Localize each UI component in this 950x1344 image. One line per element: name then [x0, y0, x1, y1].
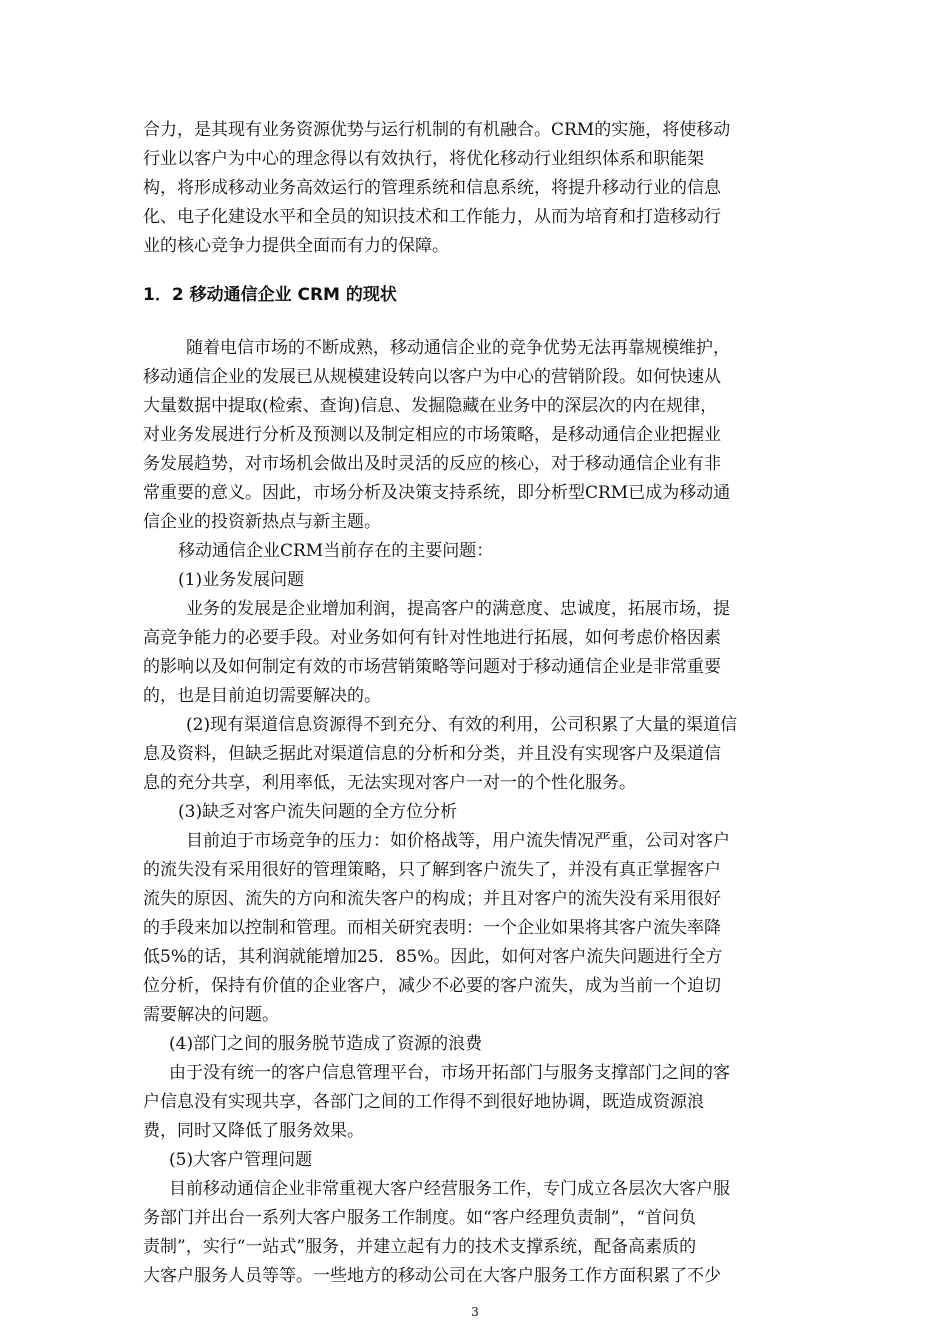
text-line: 行业以客户为中心的理念得以有效执行，将优化移动行业组织体系和职能架	[143, 149, 704, 169]
text-line: 移动通信企业CRM当前存在的主要问题：	[178, 541, 494, 561]
text-line: 常重要的意义。因此，市场分析及决策支持系统，即分析型CRM已成为移动通	[143, 483, 731, 503]
text-line: 高竞争能力的必要手段。对业务如何有针对性地进行拓展，如何考虑价格因素	[143, 628, 721, 648]
text-line: 大量数据中提取(检索、查询)信息、发掘隐藏在业务中的深层次的内在规律，	[143, 396, 718, 416]
text-line: 流失的原因、流失的方向和流失客户的构成；并且对客户的流失没有采用很好	[143, 889, 721, 909]
text-line: 业务的发展是企业增加利润，提高客户的满意度、忠诚度，拓展市场，提	[186, 599, 730, 619]
text-line: 大客户服务人员等等。一些地方的移动公司在大客户服务工作方面积累了不少	[143, 1266, 721, 1286]
text-line: 由于没有统一的客户信息管理平台，市场开拓部门与服务支撑部门之间的客	[169, 1063, 730, 1083]
text-line: 合力，是其现有业务资源优势与运行机制的有机融合。CRM的实施，将使移动	[143, 120, 731, 140]
list-heading: (5)大客户管理问题	[169, 1150, 313, 1170]
text-line: 对业务发展进行分析及预测以及制定相应的市场策略，是移动通信企业把握业	[143, 425, 721, 445]
text-line: 责制”，实行“一站式”服务，并建立起有力的技术支撑系统，配备高素质的	[143, 1237, 697, 1257]
text-line: 的，也是目前迫切需要解决的。	[143, 686, 381, 706]
text-line: 信企业的投资新热点与新主题。	[143, 512, 381, 532]
text-line: 业的核心竞争力提供全面而有力的保障。	[143, 236, 449, 256]
list-heading: (4)部门之间的服务脱节造成了资源的浪费	[169, 1034, 483, 1054]
text-line: 费，同时又降低了服务效果。	[143, 1121, 364, 1141]
text-line: 息及资料，但缺乏据此对渠道信息的分析和分类，并且没有实现客户及渠道信	[143, 744, 721, 764]
text-line: 随着电信市场的不断成熟，移动通信企业的竞争优势无法再靠规模维护，	[186, 338, 730, 358]
text-line: 目前迫于市场竞争的压力：如价格战等，用户流失情况严重，公司对客户	[186, 831, 730, 851]
text-line: 需要解决的问题。	[143, 1005, 279, 1025]
list-heading: (3)缺乏对客户流失问题的全方位分析	[178, 802, 458, 822]
text-line: (2)现有渠道信息资源得不到充分、有效的利用，公司积累了大量的渠道信	[186, 715, 738, 735]
text-line: 的手段来加以控制和管理。而相关研究表明：一个企业如果将其客户流失率降	[143, 918, 721, 938]
text-line: 户信息没有实现共享，各部门之间的工作得不到很好地协调，既造成资源浪	[143, 1092, 704, 1112]
text-line: 低5%的话，其利润就能增加25．85%。因此，如何对客户流失问题进行全方	[143, 947, 723, 967]
text-line: 目前移动通信企业非常重视大客户经营服务工作，专门成立各层次大客户服	[169, 1179, 730, 1199]
text-line: 位分析，保持有价值的企业客户，减少不必要的客户流失，成为当前一个迫切	[143, 976, 721, 996]
text-line: 构，将形成移动业务高效运行的管理系统和信息系统，将提升移动行业的信息	[143, 178, 721, 198]
text-line: 化、电子化建设水平和全员的知识技术和工作能力，从而为培育和打造移动行	[143, 207, 721, 227]
list-heading: (1)业务发展问题	[178, 570, 305, 590]
section-heading: 1．2 移动通信企业 CRM 的现状	[143, 285, 397, 305]
text-line: 移动通信企业的发展已从规模建设转向以客户为中心的营销阶段。如何快速从	[143, 367, 721, 387]
page-number: 3	[471, 1305, 479, 1319]
text-line: 务发展趋势，对市场机会做出及时灵活的反应的核心，对于移动通信企业有非	[143, 454, 721, 474]
text-line: 息的充分共享，利用率低，无法实现对客户一对一的个性化服务。	[143, 773, 636, 793]
text-line: 务部门并出台一系列大客户服务工作制度。如“客户经理负责制”，“首问负	[143, 1208, 697, 1228]
text-line: 的影响以及如何制定有效的市场营销策略等问题对于移动通信企业是非常重要	[143, 657, 721, 677]
text-line: 的流失没有采用很好的管理策略，只了解到客户流失了，并没有真正掌握客户	[143, 860, 721, 880]
